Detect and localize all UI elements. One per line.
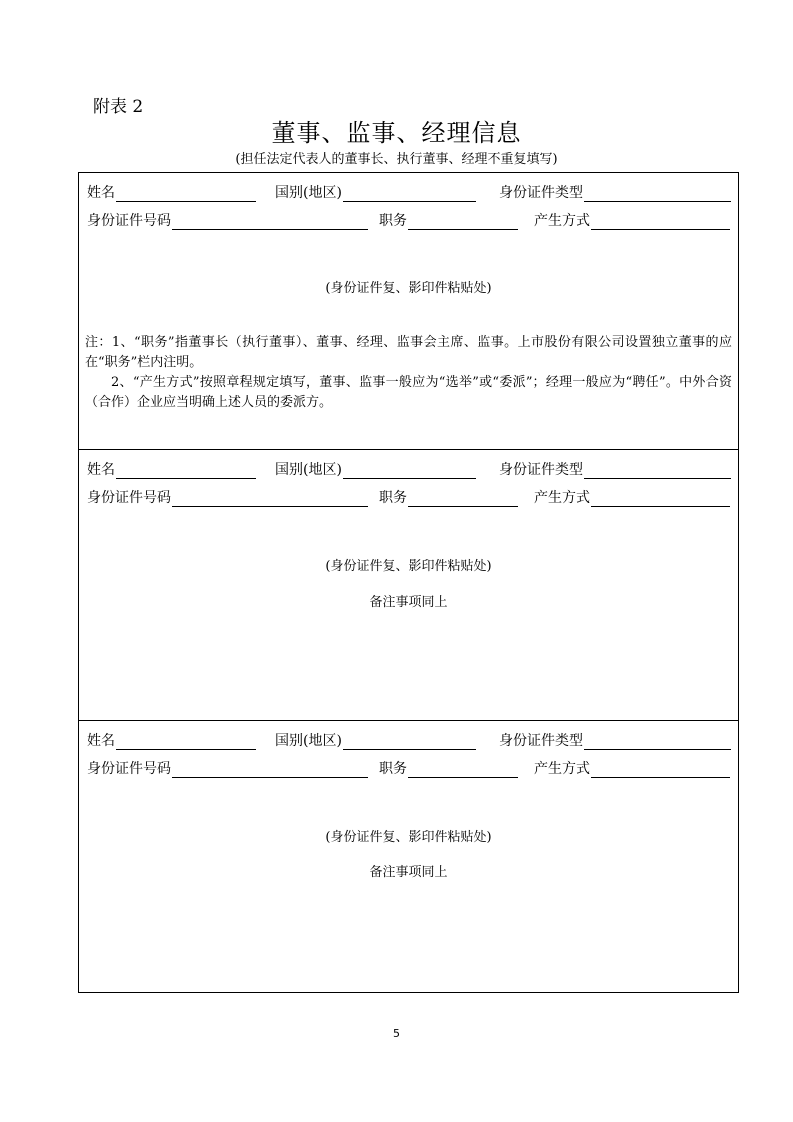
appointment-method-blank[interactable] bbox=[591, 215, 730, 230]
id-type-label: 身份证件类型 bbox=[499, 185, 583, 201]
note-item-2: 2、“产生方式”按照章程规定填写，董事、监事一般应为“选举”或“委派”；经理一般应为“聘任”。中外合资（合作）企业应当明确上述人员的委派方。 bbox=[85, 375, 732, 410]
name-blank[interactable] bbox=[116, 187, 256, 202]
position-field[interactable] bbox=[379, 210, 518, 230]
note-item-1: 注：1、“职务”指董事长（执行董事）、董事、经理、监事会主席、监事。上市股份有限公司设置独立董事的应在“职务”栏内注明。 bbox=[85, 335, 732, 370]
id-type-label: 身份证件类型 bbox=[499, 733, 583, 749]
id-number-label: 身份证件号码 bbox=[87, 213, 171, 229]
position-blank[interactable] bbox=[408, 215, 518, 230]
id-number-label: 身份证件号码 bbox=[87, 761, 171, 777]
nationality-blank[interactable] bbox=[343, 187, 476, 202]
position-label: 职务 bbox=[379, 213, 407, 229]
appointment-method-field[interactable] bbox=[534, 487, 730, 507]
position-field[interactable] bbox=[379, 758, 518, 778]
nationality-field[interactable] bbox=[275, 459, 476, 479]
id-type-field[interactable] bbox=[499, 459, 731, 479]
position-blank[interactable] bbox=[408, 763, 518, 778]
appointment-method-field[interactable] bbox=[534, 758, 730, 778]
appointment-method-blank[interactable] bbox=[591, 763, 730, 778]
nationality-field[interactable] bbox=[275, 730, 476, 750]
id-number-field[interactable] bbox=[87, 210, 368, 230]
personnel-form bbox=[78, 172, 739, 993]
name-blank[interactable] bbox=[116, 735, 256, 750]
appointment-method-label: 产生方式 bbox=[534, 490, 590, 506]
position-blank[interactable] bbox=[408, 492, 518, 507]
remark-text: 备注事项同上 bbox=[369, 595, 448, 610]
id-number-field[interactable] bbox=[87, 758, 368, 778]
name-blank[interactable] bbox=[116, 464, 256, 479]
name-field[interactable] bbox=[87, 459, 256, 479]
id-number-blank[interactable] bbox=[172, 215, 368, 230]
id-type-field[interactable] bbox=[499, 182, 731, 202]
person-section-2 bbox=[79, 450, 738, 720]
id-copy-paste-area: (身份证件复、影印件粘贴处) bbox=[325, 559, 492, 574]
id-copy-paste-area: (身份证件复、影印件粘贴处) bbox=[325, 281, 492, 296]
id-number-blank[interactable] bbox=[172, 763, 368, 778]
nationality-label: 国别(地区) bbox=[275, 733, 342, 749]
appointment-method-label: 产生方式 bbox=[534, 761, 590, 777]
appointment-method-label: 产生方式 bbox=[534, 213, 590, 229]
position-label: 职务 bbox=[379, 761, 407, 777]
position-label: 职务 bbox=[379, 490, 407, 506]
person-section-1 bbox=[79, 173, 738, 449]
instructions-note bbox=[85, 333, 732, 413]
id-number-field[interactable] bbox=[87, 487, 368, 507]
appointment-method-field[interactable] bbox=[534, 210, 730, 230]
id-number-blank[interactable] bbox=[172, 492, 368, 507]
name-label: 姓名 bbox=[87, 462, 115, 478]
id-type-blank[interactable] bbox=[584, 464, 731, 479]
page-number: 5 bbox=[393, 1027, 400, 1040]
id-type-field[interactable] bbox=[499, 730, 731, 750]
name-label: 姓名 bbox=[87, 733, 115, 749]
nationality-label: 国别(地区) bbox=[275, 185, 342, 201]
name-field[interactable] bbox=[87, 730, 256, 750]
id-copy-paste-area: (身份证件复、影印件粘贴处) bbox=[325, 830, 492, 845]
nationality-blank[interactable] bbox=[343, 735, 476, 750]
name-field[interactable] bbox=[87, 182, 256, 202]
appointment-method-blank[interactable] bbox=[591, 492, 730, 507]
nationality-blank[interactable] bbox=[343, 464, 476, 479]
id-type-label: 身份证件类型 bbox=[499, 462, 583, 478]
document-title: 董事、监事、经理信息 bbox=[271, 119, 522, 147]
id-type-blank[interactable] bbox=[584, 735, 731, 750]
id-type-blank[interactable] bbox=[584, 187, 731, 202]
nationality-field[interactable] bbox=[275, 182, 476, 202]
remark-text: 备注事项同上 bbox=[369, 865, 448, 880]
person-section-3 bbox=[79, 721, 738, 993]
appendix-label: 附表 2 bbox=[93, 97, 144, 117]
id-number-label: 身份证件号码 bbox=[87, 490, 171, 506]
position-field[interactable] bbox=[379, 487, 518, 507]
name-label: 姓名 bbox=[87, 185, 115, 201]
nationality-label: 国别(地区) bbox=[275, 462, 342, 478]
document-subtitle: (担任法定代表人的董事长、执行董事、经理不重复填写) bbox=[235, 152, 558, 167]
